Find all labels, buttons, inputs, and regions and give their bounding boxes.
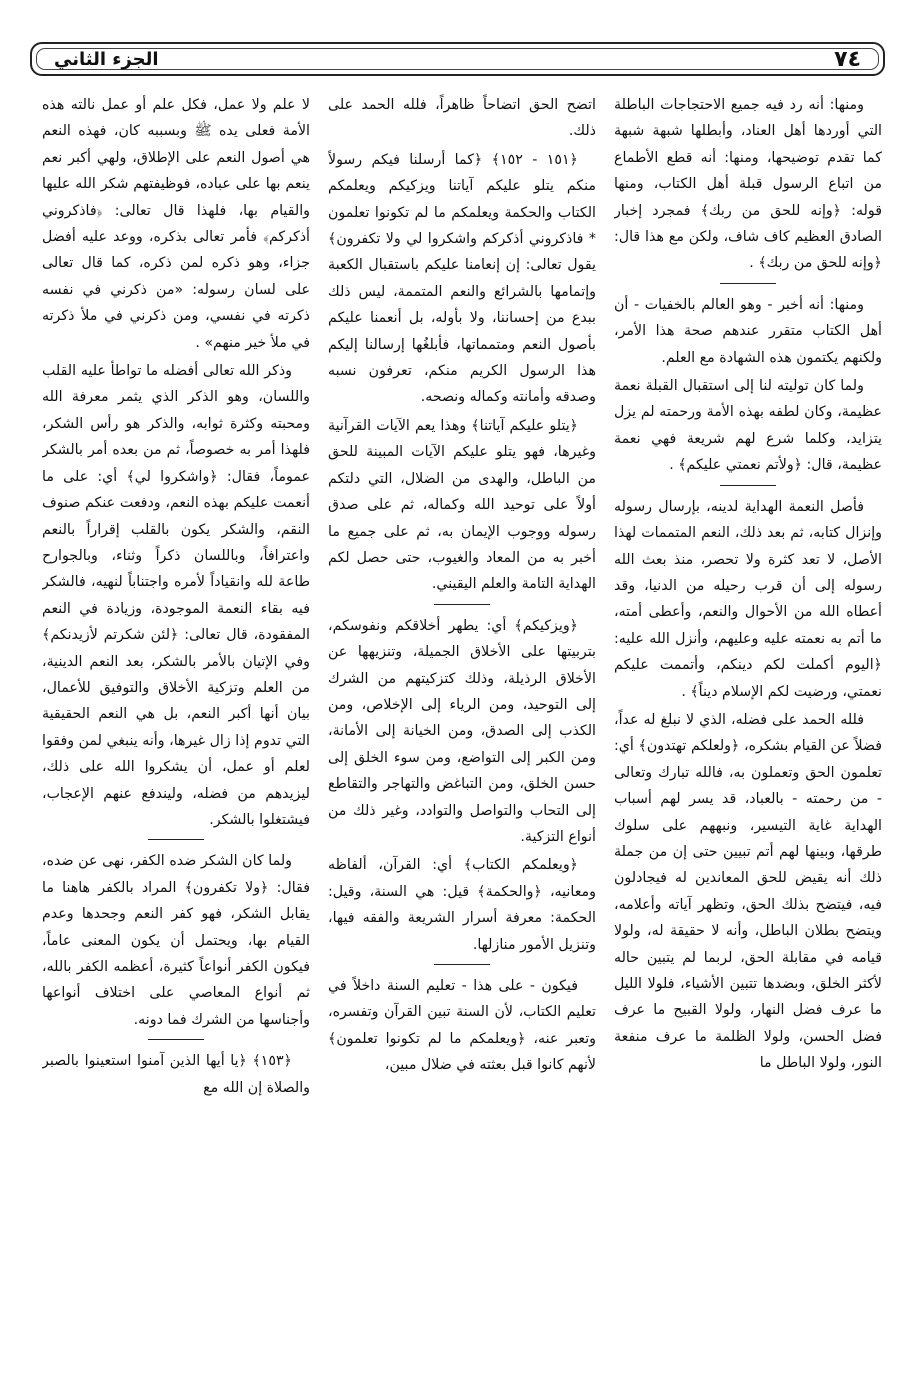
page-header [30,42,885,76]
section-divider [148,839,204,840]
paragraph: ﴿ويعلمكم الكتاب﴾ أي: القرآن، ألفاظه ومعانيه، ﴿والحكمة﴾ قيل: هي السنة، وقيل: الحكمة: معرفة أسرار الشريعة والفقه فيها، وتنزيل الأمور منازلها. [328,857,596,953]
part-title: الجزء الثاني [54,49,159,70]
paragraph: ﴿١٥١ - ١٥٢﴾ ﴿كما أرسلنا فيكم رسولاً منكم يتلو عليكم آياتنا ويزكيكم ويعلمكم الكتاب والحكمة ويعلمكم ما لم تكونوا تعلمون * فاذكروني أذكركم واشكروا لي ولا تكفرون﴾ يقول تعالى: إن إنعامنا عليكم باستقبال الكعبة وإتمامها بالشرائع والنعم المتممة، ليس ذلك ببدع من إحساننا، ولا بأوله، بل أنعمنا عليكم بأصول النعم ومتمماتها، فأبلغُها إرسالنا إليكم هذا الرسول الكريم منكم، تعرفون نسبه وصدقه وأمانته وكماله ونصحه. [328,151,596,406]
section-divider [720,485,776,486]
paragraph: ولما كان توليته لنا إلى استقبال القبلة نعمة عظيمة، وكان لطفه بهذه الأمة ورحمته لم يزل يتزايد، وكلما شرع لهم شريعة فهي نعمة عظيمة، قال: ﴿ولأتم نعمتي عليكم﴾ . [614,378,882,474]
paragraph: وذكر الله تعالى أفضله ما تواطأ عليه القلب واللسان، وهو الذكر الذي يثمر معرفة الله ومحبته وكثرة ثوابه، والذكر هو رأس الشكر، فلهذا أمر به خصوصاً، ثم من بعده أمر بالشكر عموماً، فقال: ﴿واشكروا لي﴾ أي: على ما أنعمت عليكم بهذه النعم، ودفعت عنكم صنوف النقم، والشكر يكون بالقلب إقراراً بالنعم واعترافاً، وباللسان ذكراً وثناء، وبالجوارح طاعة لله وانقياداً لأمره واجتناباً لنهيه، فالشكر فيه بقاء النعمة الموجودة، وزيادة في النعم المفقودة، قال تعالى: ﴿لئن شكرتم لأزيدنكم﴾ وفي الإتيان بالأمر بالشكر، بعد النعم الدينية، من العلم وتزكية الأخلاق والتوفيق للأعمال، بيان أنها أكبر النعم، بل هي النعم الحقيقية التي تدوم إذا زال غيرها، وأنه ينبغي لمن وفقوا لعلم أو عمل، أن يشكروا الله على ذلك، ليزيدهم من فضله، وليندفع عنهم الإعجاب، فيشتغلوا بالشكر. [42,363,310,828]
paragraph: فلله الحمد على فضله، الذي لا نبلغ له عداً، فضلاً عن القيام بشكره، ﴿ولعلكم تهتدون﴾ أي: تعلمون الحق وتعملون به، فالله تبارك وتعالى - من رحمته - بالعباد، قد يسر لهم أسباب الهداية غاية التيسير، ونبههم على سلوك طرقها، وبينها لهم أتم تبيين حتى إن من جملة ذلك أنه يقيض للحق المعاندين له فيجادلون فيه، فيتضح بذلك الحق، وتظهر آياته وأعلامه، ويتضح بطلان الباطل، وأنه لا حقيقة له، ولولا قيامه في مقابلة الحق، لربما لم يتبين حاله لأكثر الخلق، وبضدها تتبين الأشياء، فلولا الليل ما عرف فضل النهار، ولولا القبيح ما عرف فضل الحسن، ولولا الظلمة ما عرف منفعة النور، ولولا الباطل ما [614,711,882,1072]
paragraph: لا علم ولا عمل، فكل علم أو عمل نالته هذه الأمة فعلى يده ﷺ وبسببه كان، فهذه النعم هي أصول النعم على الإطلاق، ولهي أكبر نعم ينعم بها على عباده، فوظيفتهم شكر الله عليها والقيام بها، فلهذا قال تعالى: ﴿فاذكروني أذكركم﴾ فأمر تعالى بذكره، ووعد عليه أفضل جزاء، وهو ذكره لمن ذكره، كما قال تعالى على لسان رسوله: «من ذكرني في نفسه ذكرته في نفسي، ومن ذكرني في ملأ ذكرته في ملأ خير منهم» . [42,97,310,351]
paragraph: فأصل النعمة الهداية لدينه، بإرسال رسوله وإنزال كتابه، ثم بعد ذلك، النعم المتممات لهذا الأصل، لا تعد كثرة ولا تحصر، منذ بعث الله رسوله إلى أن قرب رحيله من الدنيا، وقد أعطاه الله من الأحوال والنعم، وأعطى أمته، ما أتم به نعمته عليه وعليهم، وأنزل الله عليه: ﴿اليوم أكملت لكم دينكم، وأتممت عليكم نعمتي، ورضيت لكم الإسلام ديناً﴾ . [614,498,882,700]
paragraph: فيكون - على هذا - تعليم السنة داخلاً في تعليم الكتاب، لأن السنة تبين القرآن وتفسره، وتعبر عنه، ﴿ويعلمكم ما لم تكونوا تعلمون﴾ لأنهم كانوا قبل بعثته في ضلال مبين، [328,978,596,1074]
paragraph: ومنها: أنه أخبر - وهو العالم بالخفيات - أن أهل الكتاب متقرر عندهم صحة هذا الأمر، ولكنهم يكتمون هذه الشهادة مع العلم. [614,296,882,366]
paragraph: ﴿١٥٣﴾ ﴿يا أيها الذين آمنوا استعينوا بالصبر والصلاة إن الله مع [42,1053,310,1096]
section-divider [434,604,490,605]
column-left [42,92,310,1372]
column-middle [328,92,596,1372]
paragraph: ولما كان الشكر ضده الكفر، نهى عن ضده، فقال: ﴿ولا تكفرون﴾ المراد بالكفر هاهنا ما يقابل الشكر، فهو كفر النعم وجحدها وعدم القيام بها، ويحتمل أن يكون المعنى عاماً، فيكون الكفر أنواعاً كثيرة، أعظمه الكفر بالله، ثم أنواع المعاصي على اختلاف أنواعها وأجناسها من الشرك فما دونه. [42,853,310,1028]
section-divider [434,964,490,965]
text-columns [42,92,882,1372]
page-number: ٧٤ [834,47,861,72]
section-divider [720,283,776,284]
paragraph: ﴿ويزكيكم﴾ أي: يطهر أخلاقكم ونفوسكم، بتربيتها على الأخلاق الجميلة، وتنزيهها عن الأخلاق الرذيلة، وذلك كتزكيتهم من الشرك إلى التوحيد، ومن الرياء إلى الإخلاص، ومن الكذب إلى الصدق، ومن الخيانة إلى الأمانة، ومن الكبر إلى التواضع، ومن سوء الخلق إلى حسن الخلق، ومن التباغض والتهاجر والتقاطع إلى التحاب والتواصل والتوادد، وغير ذلك من أنواع التزكية. [328,617,596,845]
column-right [614,92,882,1372]
paragraph: اتضح الحق اتضاحاً ظاهراً، فلله الحمد على ذلك. [328,97,596,140]
section-divider [148,1039,204,1040]
paragraph: ﴿يتلو عليكم آياتنا﴾ وهذا يعم الآيات القرآنية وغيرها، فهو يتلو عليكم الآيات المبينة للحق من الباطل، والهدى من الضلال، التي دلتكم أولاً على توحيد الله وكماله، ثم على صدق رسوله ووجوب الإيمان به، ثم على جميع ما أخبر به من المعاد والغيوب، حتى حصل لكم الهداية التامة والعلم اليقيني. [328,417,596,593]
paragraph: ومنها: أنه رد فيه جميع الاحتجاجات الباطلة التي أوردها أهل العناد، وأبطلها شبهة شبهة كما تقدم توضيحها، ومنها: أنه قطع الأطماع من اتباع الرسول قبلة أهل الكتاب، ومنها قوله: ﴿وإنه للحق من ربك﴾ فمجرد إخبار الصادق العظيم كاف شاف، ولكن مع هذا قال: ﴿وإنه للحق من ربك﴾ . [614,97,882,272]
